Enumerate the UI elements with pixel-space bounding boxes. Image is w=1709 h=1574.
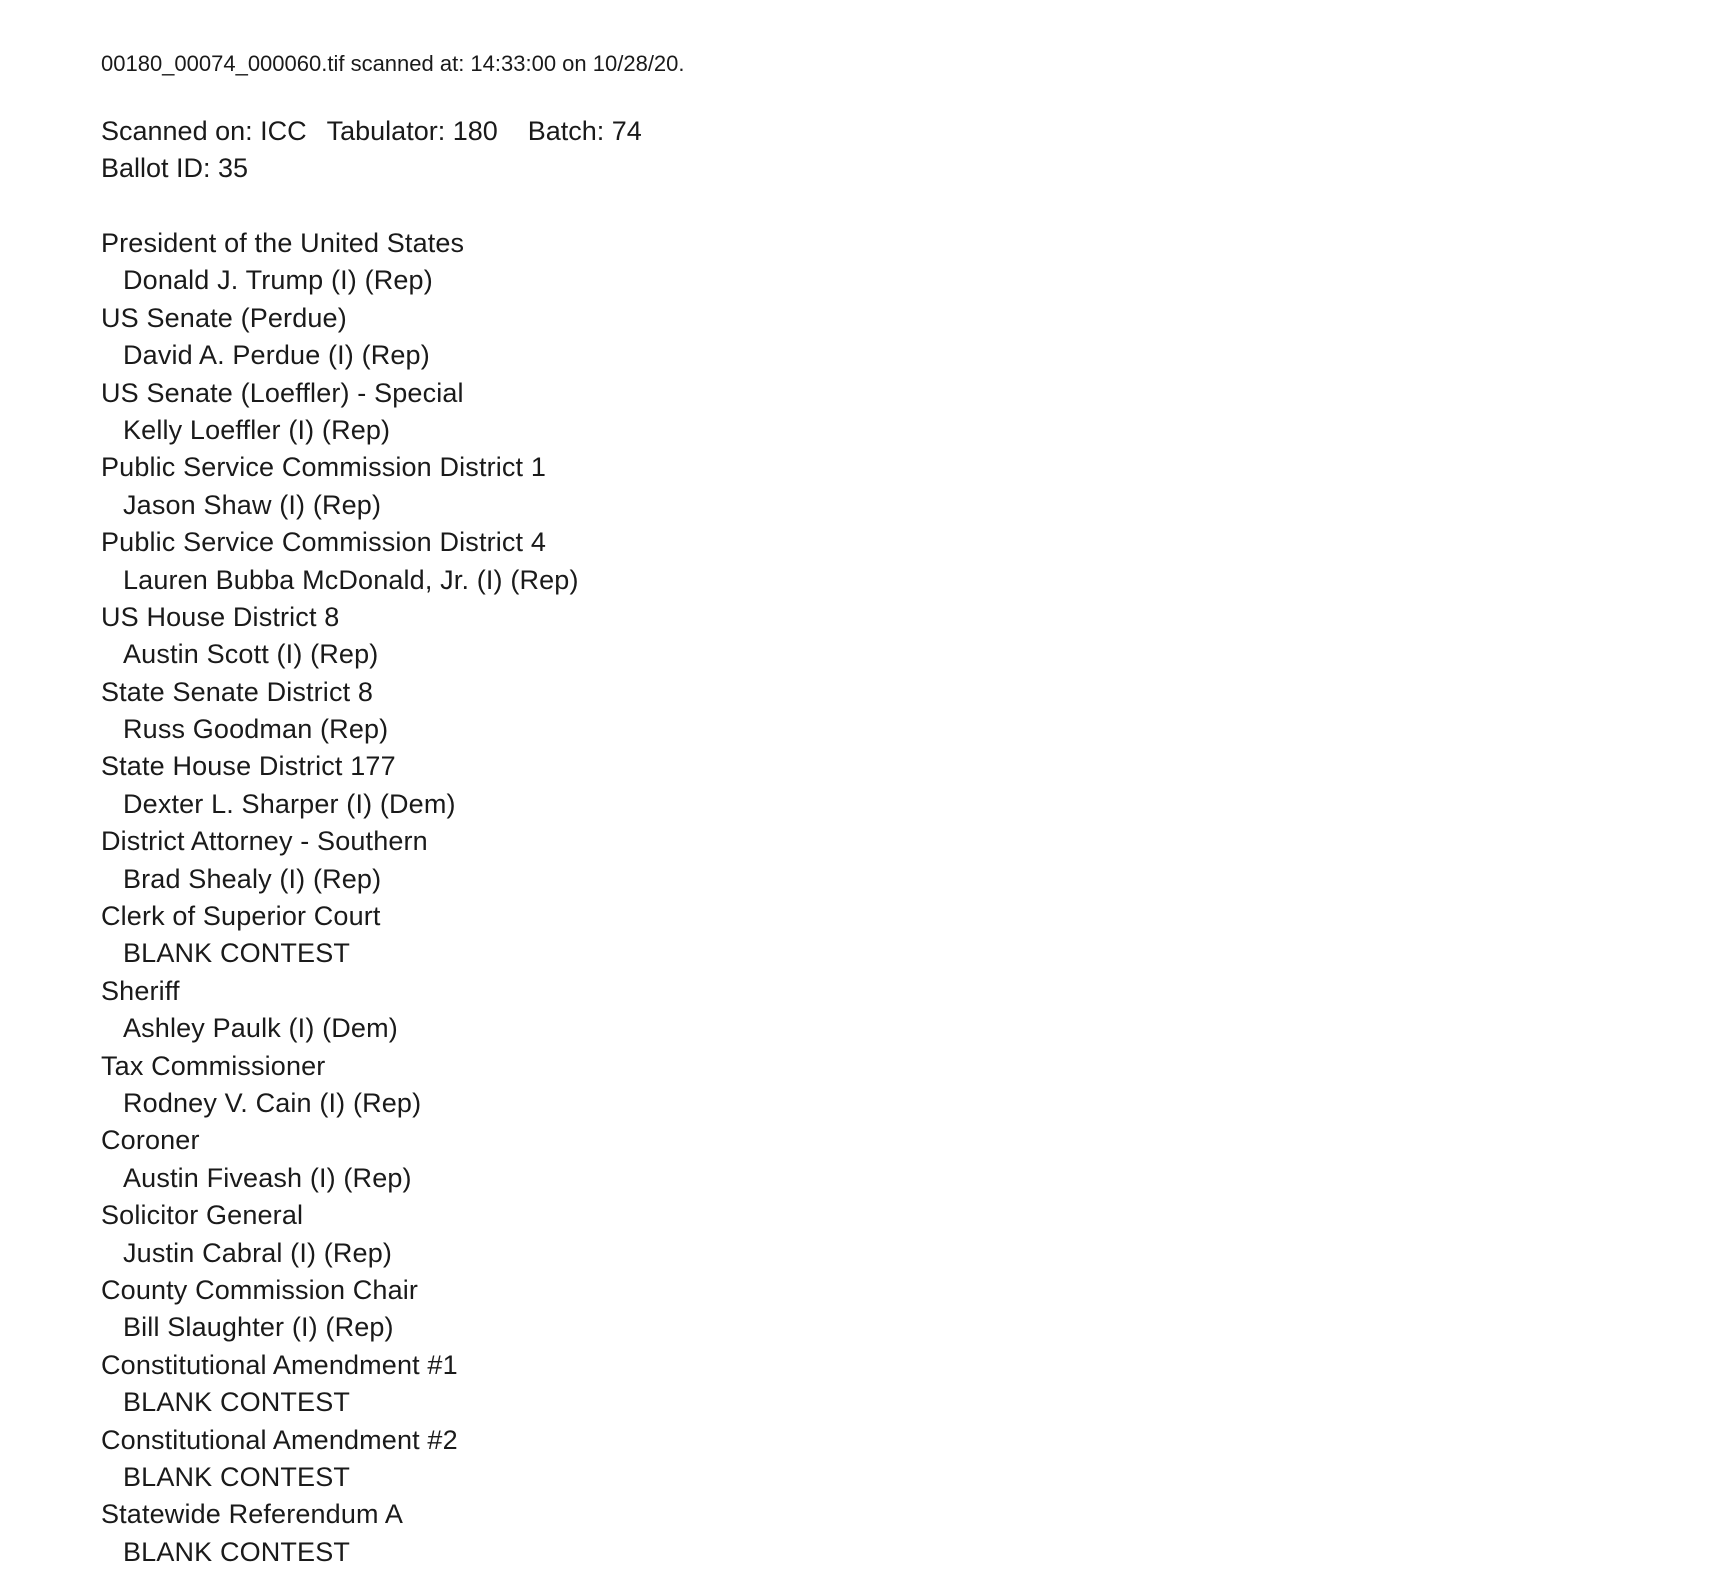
contest-item: [101, 1496, 1101, 1571]
contest-choice: Brad Shealy (I) (Rep): [123, 863, 382, 894]
contest-list: [101, 225, 1101, 1571]
contest-choice: BLANK CONTEST: [123, 1536, 350, 1567]
contest-choice: Rodney V. Cain (I) (Rep): [123, 1087, 422, 1118]
contest-choice: BLANK CONTEST: [123, 1461, 350, 1492]
contest-choice: Kelly Loeffler (I) (Rep): [123, 414, 391, 445]
contest-title: Solicitor General: [101, 1200, 304, 1231]
scan-file-line: 00180_00074_000060.tif scanned at: 14:33:00 on 10/28/20.: [101, 51, 685, 76]
contest-item: [101, 748, 1101, 823]
contest-title: County Commission Chair: [101, 1274, 419, 1305]
contest-item: [101, 674, 1101, 749]
contest-title: Sheriff: [101, 975, 180, 1006]
contest-item: [101, 1122, 1101, 1197]
contest-item: [101, 449, 1101, 524]
contest-title: Public Service Commission District 4: [101, 527, 547, 558]
contest-choice: Dexter L. Sharper (I) (Dem): [123, 788, 456, 819]
scan-info-row: [101, 113, 642, 150]
contest-title: State Senate District 8: [101, 676, 374, 707]
contest-title: Tax Commissioner: [101, 1050, 326, 1081]
contest-title: Statewide Referendum A: [101, 1499, 403, 1530]
contest-title: Coroner: [101, 1125, 200, 1156]
contest-item: [101, 1048, 1101, 1123]
scanned-on-label: Scanned on: ICC: [101, 116, 307, 146]
contest-item: [101, 599, 1101, 674]
contest-item: [101, 1197, 1101, 1272]
contest-item: [101, 898, 1101, 973]
contest-title: President of the United States: [101, 228, 465, 258]
contest-choice: BLANK CONTEST: [123, 1387, 350, 1418]
contest-choice: David A. Perdue (I) (Rep): [123, 340, 430, 371]
tabulator-label: Tabulator: 180: [326, 116, 498, 146]
contest-choice: BLANK CONTEST: [123, 938, 350, 969]
contest-item: [101, 524, 1101, 599]
contest-title: US House District 8: [101, 601, 340, 632]
contest-choice: Bill Slaughter (I) (Rep): [123, 1312, 394, 1343]
contest-choice: Austin Fiveash (I) (Rep): [123, 1162, 412, 1193]
scan-metadata: [101, 113, 642, 187]
contest-item: [101, 1347, 1101, 1422]
contest-title: Constitutional Amendment #1: [101, 1349, 458, 1380]
contest-item: [101, 1422, 1101, 1497]
ballot-id-row: [101, 150, 642, 187]
contest-choice: Austin Scott (I) (Rep): [123, 639, 379, 670]
contest-title: State House District 177: [101, 751, 396, 782]
contest-title: District Attorney - Southern: [101, 826, 428, 857]
contest-title: Clerk of Superior Court: [101, 901, 381, 932]
contest-choice: Justin Cabral (I) (Rep): [123, 1237, 393, 1268]
contest-choice: Ashley Paulk (I) (Dem): [123, 1013, 398, 1044]
contest-choice: Jason Shaw (I) (Rep): [123, 489, 382, 520]
contest-choice: Russ Goodman (Rep): [123, 714, 389, 745]
contest-title: US Senate (Perdue): [101, 302, 347, 333]
contest-item: [101, 225, 1101, 300]
contest-item: [101, 1272, 1101, 1347]
contest-choice: Donald J. Trump (I) (Rep): [123, 265, 433, 296]
contest-title: Public Service Commission District 1: [101, 452, 547, 483]
contest-item: [101, 973, 1101, 1048]
contest-item: [101, 300, 1101, 375]
contest-item: [101, 375, 1101, 450]
contest-title: US Senate (Loeffler) - Special: [101, 377, 464, 408]
contest-title: Constitutional Amendment #2: [101, 1424, 458, 1455]
ballot-id-label: Ballot ID: 35: [101, 153, 249, 183]
batch-label: Batch: 74: [527, 116, 642, 146]
contest-choice: Lauren Bubba McDonald, Jr. (I) (Rep): [123, 564, 579, 595]
contest-item: [101, 823, 1101, 898]
